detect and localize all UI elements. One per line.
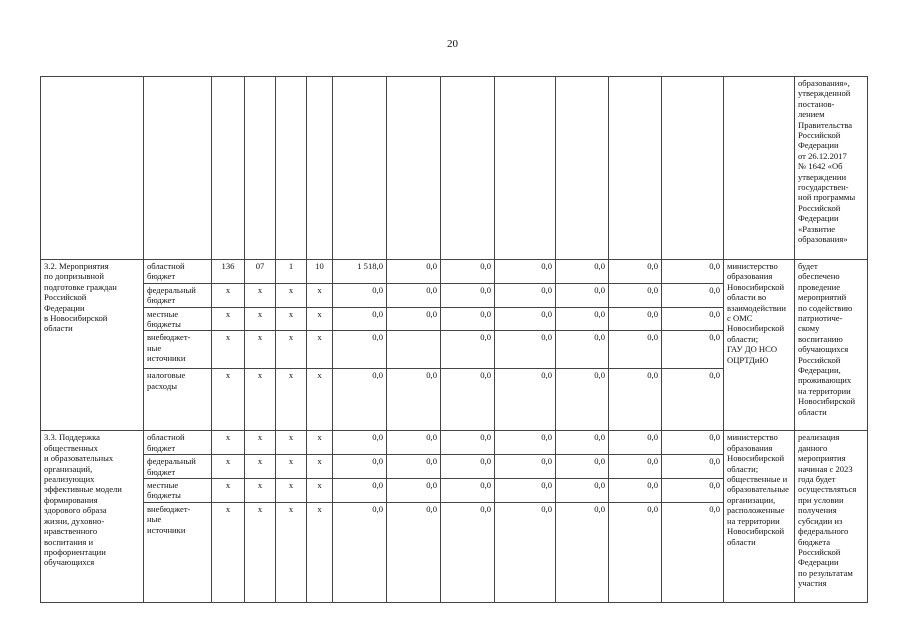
continuation-cell — [556, 77, 609, 260]
budget-code: х — [307, 431, 333, 455]
amount-cell: 0,0 — [662, 479, 724, 503]
budget-code: х — [307, 283, 333, 307]
budget-code: х — [212, 502, 245, 602]
budget-code: х — [245, 431, 276, 455]
continuation-note: образования», утвержденной постанов- лением Правительства Российской Федерации от 26.12.2017 № 1642 «Об утверждении государствен- ной программы Российской Федерации «Развитие образования» — [795, 77, 868, 260]
funding-source: областной бюджет — [144, 260, 212, 284]
amount-cell: 0,0 — [495, 431, 556, 455]
amount-cell: 0,0 — [387, 502, 441, 602]
budget-code: х — [245, 455, 276, 479]
budget-code: х — [307, 502, 333, 602]
amount-cell: 0,0 — [441, 431, 495, 455]
amount-cell: 0,0 — [333, 479, 387, 503]
budget-code: х — [212, 283, 245, 307]
amount-cell: 0,0 — [662, 307, 724, 331]
amount-cell: 0,0 — [387, 283, 441, 307]
table-body — [41, 77, 868, 603]
amount-cell: 0,0 — [609, 331, 662, 369]
amount-cell: 0,0 — [387, 369, 441, 431]
measure-executor: министерство образования Новосибирской области; общественные и образовательные организации, расположенные на территории Новосибирской области — [724, 431, 795, 602]
budget-code: х — [245, 502, 276, 602]
budget-code: х — [212, 369, 245, 431]
funding-source: внебюджет- ные источники — [144, 502, 212, 602]
funding-source: местные бюджеты — [144, 479, 212, 503]
amount-cell: 0,0 — [662, 502, 724, 602]
budget-code: х — [307, 479, 333, 503]
amount-cell: 0,0 — [662, 283, 724, 307]
amount-cell: 0,0 — [441, 369, 495, 431]
budget-code: х — [276, 307, 307, 331]
budget-code: х — [276, 331, 307, 369]
budget-code: х — [245, 307, 276, 331]
amount-cell: 0,0 — [333, 502, 387, 602]
amount-cell: 0,0 — [495, 502, 556, 602]
amount-cell: 0,0 — [495, 260, 556, 284]
amount-cell: 0,0 — [387, 479, 441, 503]
amount-cell: 0,0 — [441, 502, 495, 602]
budget-code: х — [212, 307, 245, 331]
amount-cell: 0,0 — [609, 479, 662, 503]
amount-cell: 0,0 — [387, 260, 441, 284]
amount-cell: 0,0 — [333, 369, 387, 431]
amount-cell: 0,0 — [441, 283, 495, 307]
continuation-cell — [609, 77, 662, 260]
measure-name: 3.3. Поддержка общественных и образовательных организаций, реализующих эффективные модели формирования здорового образа жизни, духовно- нравственного воспитания и профориентации обучающихся — [41, 431, 144, 602]
continuation-cell — [662, 77, 724, 260]
amount-cell: 0,0 — [556, 331, 609, 369]
funding-source: внебюджет- ные источники — [144, 331, 212, 369]
continuation-cell — [333, 77, 387, 260]
budget-code: х — [212, 455, 245, 479]
budget-code: х — [307, 369, 333, 431]
amount-cell: 0,0 — [609, 431, 662, 455]
funding-source: местные бюджеты — [144, 307, 212, 331]
budget-code: 1 — [276, 260, 307, 284]
continuation-cell — [212, 77, 245, 260]
budget-code: х — [276, 283, 307, 307]
budget-code: х — [245, 479, 276, 503]
amount-cell: 0,0 — [556, 307, 609, 331]
page-number: 20 — [447, 38, 458, 50]
budget-code: х — [276, 479, 307, 503]
measure-name: 3.2. Мероприятия по допризывной подготовке граждан Российской Федерации в Новосибирской области — [41, 260, 144, 431]
budget-code: х — [245, 331, 276, 369]
amount-cell: 0,0 — [495, 331, 556, 369]
budget-code: х — [307, 331, 333, 369]
amount-cell: 0,0 — [609, 502, 662, 602]
amount-cell: 0,0 — [495, 369, 556, 431]
budget-code: х — [276, 431, 307, 455]
amount-cell: 0,0 — [333, 307, 387, 331]
continuation-cell — [245, 77, 276, 260]
continuation-cell — [41, 77, 144, 260]
continuation-cell — [144, 77, 212, 260]
amount-cell: 0,0 — [495, 307, 556, 331]
budget-code: х — [245, 369, 276, 431]
budget-code: х — [212, 479, 245, 503]
amount-cell: 0,0 — [609, 283, 662, 307]
amount-cell: 0,0 — [556, 479, 609, 503]
budget-table — [40, 76, 868, 603]
amount-cell: 0,0 — [609, 260, 662, 284]
amount-cell: 0,0 — [609, 369, 662, 431]
budget-code: х — [276, 369, 307, 431]
budget-code: 10 — [307, 260, 333, 284]
amount-cell: 0,0 — [662, 260, 724, 284]
amount-cell: 0,0 — [333, 331, 387, 369]
budget-code: 136 — [212, 260, 245, 284]
amount-cell: 1 518,0 — [333, 260, 387, 284]
amount-cell: 0,0 — [495, 455, 556, 479]
continuation-row — [41, 77, 868, 260]
measure-result: реализация данного мероприятия начиная с 2023 года будет осуществляться при условии получения субсидии из федерального бюджета Российской Федерации по результатам участия — [795, 431, 868, 602]
measure-result: будет обеспечено проведение мероприятий по содействию патриотиче- скому воспитанию обучающихся Российской Федерации, проживающих на территории Новосибирской области — [795, 260, 868, 431]
continuation-cell — [387, 77, 441, 260]
amount-cell: 0,0 — [556, 502, 609, 602]
amount-cell: 0,0 — [441, 455, 495, 479]
amount-cell: 0,0 — [441, 260, 495, 284]
continuation-cell — [724, 77, 795, 260]
amount-cell: 0,0 — [441, 479, 495, 503]
continuation-cell — [495, 77, 556, 260]
continuation-cell — [441, 77, 495, 260]
amount-cell: 0,0 — [387, 431, 441, 455]
amount-cell: 0,0 — [387, 455, 441, 479]
budget-code: х — [307, 307, 333, 331]
amount-cell: 0,0 — [333, 431, 387, 455]
amount-cell: 0,0 — [556, 431, 609, 455]
measure-executor: министерство образования Новосибирской области во взаимодействии с ОМС Новосибирской области; ГАУ ДО НСО ОЦРТДиЮ — [724, 260, 795, 431]
table-row — [41, 260, 868, 284]
amount-cell: 0,0 — [441, 331, 495, 369]
amount-cell: 0,0 — [333, 455, 387, 479]
amount-cell: 0,0 — [441, 307, 495, 331]
amount-cell: 0,0 — [662, 331, 724, 369]
amount-cell: 0,0 — [609, 307, 662, 331]
budget-code: х — [307, 455, 333, 479]
budget-code: х — [276, 502, 307, 602]
amount-cell: 0,0 — [662, 369, 724, 431]
table-row — [41, 431, 868, 455]
amount-cell: 0,0 — [662, 455, 724, 479]
amount-cell: 0,0 — [495, 479, 556, 503]
amount-cell: 0,0 — [609, 455, 662, 479]
amount-cell: 0,0 — [556, 283, 609, 307]
amount-cell: 0,0 — [387, 307, 441, 331]
amount-cell: 0,0 — [556, 369, 609, 431]
funding-source: налоговые расходы — [144, 369, 212, 431]
budget-code: х — [212, 431, 245, 455]
continuation-cell — [276, 77, 307, 260]
continuation-cell — [307, 77, 333, 260]
amount-cell: 0,0 — [556, 260, 609, 284]
budget-code: х — [276, 455, 307, 479]
budget-code: х — [245, 283, 276, 307]
funding-source: федеральный бюджет — [144, 283, 212, 307]
amount-cell — [387, 331, 441, 369]
amount-cell: 0,0 — [495, 283, 556, 307]
funding-source: областной бюджет — [144, 431, 212, 455]
amount-cell: 0,0 — [662, 431, 724, 455]
funding-source: федеральный бюджет — [144, 455, 212, 479]
amount-cell: 0,0 — [556, 455, 609, 479]
amount-cell: 0,0 — [333, 283, 387, 307]
budget-code: х — [212, 331, 245, 369]
budget-code: 07 — [245, 260, 276, 284]
